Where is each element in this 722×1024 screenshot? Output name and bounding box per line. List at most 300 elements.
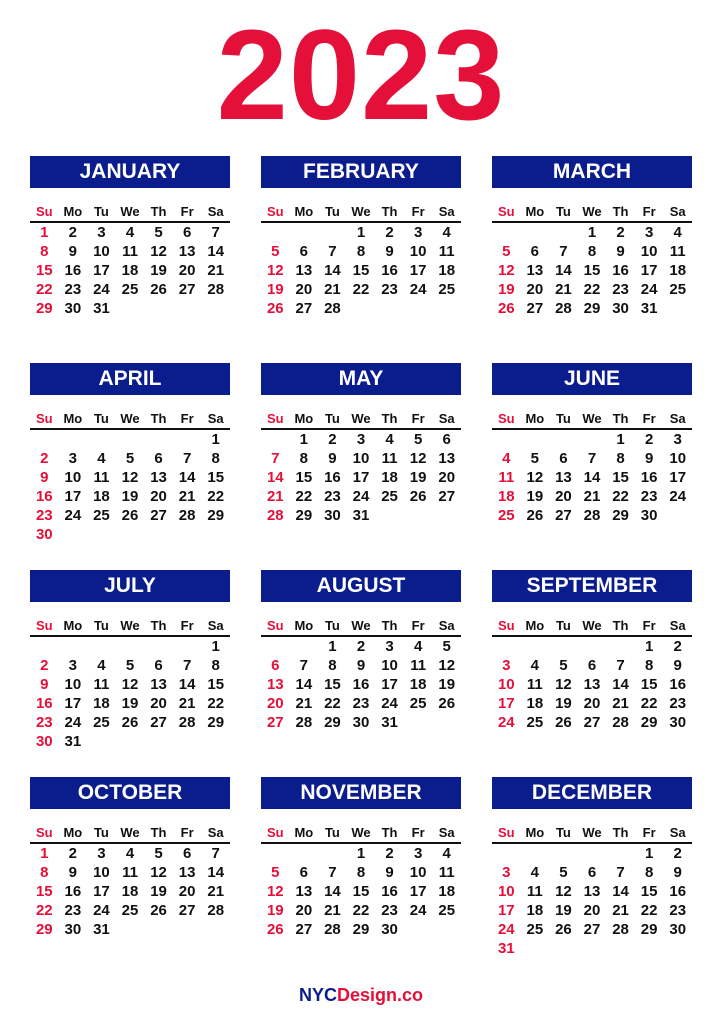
empty-day-cell — [606, 844, 635, 863]
day-cell: 8 — [211, 450, 220, 467]
day-cell: 5 — [125, 657, 135, 674]
empty-day-cell — [290, 637, 319, 656]
day-cell: 19 — [497, 281, 515, 298]
weekday-label: Fr — [411, 825, 425, 840]
empty-day-cell — [87, 430, 116, 449]
month-april — [30, 363, 230, 544]
day-cell: 16 — [381, 883, 398, 900]
weekday-label: Sa — [207, 204, 224, 219]
day-cell: 5 — [413, 431, 423, 448]
day-cell: 25 — [497, 507, 515, 524]
day-cell: 6 — [587, 657, 597, 674]
weekday-label: Th — [381, 825, 398, 840]
day-cell: 21 — [266, 488, 284, 505]
day-cell: 9 — [644, 450, 654, 467]
weekday-label: Mo — [294, 618, 314, 633]
weekday-label: Tu — [93, 825, 109, 840]
empty-day-cell — [492, 223, 521, 242]
days-grid — [261, 637, 461, 732]
day-cell: 17 — [381, 676, 398, 693]
weekday-label: Tu — [324, 411, 340, 426]
day-cell: 1 — [587, 224, 597, 241]
day-cell: 22 — [583, 281, 601, 298]
day-cell: 27 — [555, 507, 572, 524]
day-cell: 23 — [381, 902, 398, 919]
weekday-label: Fr — [411, 618, 425, 633]
day-cell: 21 — [612, 695, 629, 712]
day-cell: 2 — [644, 431, 654, 448]
day-cell: 3 — [68, 450, 78, 467]
day-cell: 8 — [644, 864, 654, 881]
day-cell: 25 — [438, 902, 456, 919]
day-cell: 4 — [125, 845, 135, 862]
days-grid — [30, 637, 230, 751]
weekday-label: Fr — [642, 618, 656, 633]
day-cell: 27 — [583, 921, 601, 938]
weekday-header-row — [261, 616, 461, 637]
day-cell: 29 — [612, 507, 629, 524]
weekday-label: Th — [150, 411, 167, 426]
day-cell: 19 — [266, 902, 284, 919]
day-cell: 11 — [438, 243, 455, 260]
day-cell: 3 — [502, 657, 511, 674]
day-cell: 22 — [612, 488, 629, 505]
empty-day-cell — [173, 637, 202, 656]
day-cell: 2 — [385, 224, 394, 241]
day-cell: 9 — [356, 657, 366, 674]
month-september — [492, 570, 692, 732]
day-cell: 27 — [526, 300, 544, 317]
day-cell: 9 — [328, 450, 337, 467]
day-cell: 24 — [93, 902, 110, 919]
weekday-label: Th — [150, 204, 167, 219]
day-cell: 8 — [211, 657, 220, 674]
weekday-label: We — [582, 411, 602, 426]
day-cell: 10 — [409, 864, 427, 881]
day-cell: 28 — [324, 300, 341, 317]
day-cell: 21 — [207, 262, 225, 279]
day-cell: 2 — [356, 638, 366, 655]
day-cell: 23 — [381, 281, 398, 298]
weekday-header-row — [492, 202, 692, 223]
day-cell: 6 — [182, 224, 192, 241]
day-cell: 15 — [207, 676, 225, 693]
empty-day-cell — [261, 637, 290, 656]
day-cell: 10 — [497, 883, 515, 900]
day-cell: 7 — [616, 864, 625, 881]
day-cell: 8 — [299, 450, 309, 467]
day-cell: 23 — [64, 281, 82, 298]
day-cell: 10 — [93, 243, 110, 260]
day-cell: 9 — [385, 243, 394, 260]
day-cell: 24 — [640, 281, 658, 298]
day-cell: 12 — [555, 676, 572, 693]
day-cell: 27 — [178, 281, 196, 298]
weekday-label: Sa — [669, 411, 686, 426]
day-cell: 2 — [68, 224, 78, 241]
day-cell: 30 — [324, 507, 341, 524]
day-cell: 14 — [583, 469, 601, 486]
empty-day-cell — [144, 637, 173, 656]
day-cell: 10 — [669, 450, 687, 467]
day-cell: 2 — [40, 450, 49, 467]
day-cell: 14 — [555, 262, 572, 279]
days-grid — [492, 844, 692, 958]
day-cell: 4 — [125, 224, 135, 241]
day-cell: 18 — [93, 695, 110, 712]
day-cell: 4 — [442, 845, 451, 862]
weekday-label: Mo — [294, 411, 314, 426]
weekday-label: Th — [612, 411, 629, 426]
weekday-label: Th — [612, 825, 629, 840]
day-cell: 25 — [409, 695, 427, 712]
day-cell: 7 — [328, 243, 337, 260]
day-cell: 30 — [35, 526, 53, 543]
day-cell: 3 — [673, 431, 682, 448]
weekday-label: Fr — [180, 411, 194, 426]
day-cell: 25 — [93, 507, 110, 524]
day-cell: 3 — [68, 657, 78, 674]
month-header: OCTOBER — [30, 777, 230, 809]
day-cell: 22 — [352, 281, 370, 298]
day-cell: 4 — [530, 657, 540, 674]
day-cell: 17 — [409, 883, 427, 900]
day-cell: 28 — [612, 714, 629, 731]
month-october — [30, 777, 230, 939]
day-cell: 7 — [587, 450, 597, 467]
weekday-label: Fr — [411, 411, 425, 426]
day-cell: 26 — [555, 921, 572, 938]
day-cell: 28 — [178, 507, 196, 524]
day-cell: 8 — [356, 864, 366, 881]
day-cell: 29 — [207, 714, 225, 731]
day-cell: 15 — [352, 883, 370, 900]
day-cell: 25 — [438, 281, 456, 298]
weekday-label: Th — [381, 618, 398, 633]
month-header: FEBRUARY — [261, 156, 461, 188]
day-cell: 22 — [324, 695, 341, 712]
day-cell: 14 — [324, 883, 341, 900]
day-cell: 3 — [356, 431, 366, 448]
month-header: APRIL — [30, 363, 230, 395]
weekday-label: Mo — [63, 411, 83, 426]
day-cell: 28 — [207, 902, 225, 919]
day-cell: 19 — [150, 883, 167, 900]
day-cell: 4 — [530, 864, 540, 881]
weekday-label: Su — [497, 411, 515, 426]
day-cell: 15 — [35, 883, 53, 900]
day-cell: 3 — [385, 638, 394, 655]
weekday-label: We — [351, 825, 371, 840]
day-cell: 29 — [583, 300, 601, 317]
day-cell: 13 — [526, 262, 544, 279]
day-cell: 15 — [640, 883, 658, 900]
day-cell: 6 — [530, 243, 540, 260]
weekday-label: Fr — [642, 411, 656, 426]
day-cell: 19 — [150, 262, 167, 279]
brand-part-nyc: NYC — [298, 985, 337, 1005]
month-header: NOVEMBER — [261, 777, 461, 809]
day-cell: 26 — [526, 507, 544, 524]
day-cell: 15 — [583, 262, 601, 279]
day-cell: 23 — [352, 695, 370, 712]
day-cell: 27 — [438, 488, 456, 505]
day-cell: 17 — [409, 262, 427, 279]
day-cell: 7 — [616, 657, 625, 674]
day-cell: 8 — [587, 243, 597, 260]
day-cell: 19 — [121, 695, 139, 712]
day-cell: 1 — [40, 224, 49, 241]
empty-day-cell — [521, 844, 550, 863]
day-cell: 9 — [40, 676, 49, 693]
day-cell: 3 — [413, 224, 423, 241]
empty-day-cell — [173, 430, 202, 449]
empty-day-cell — [549, 637, 578, 656]
weekday-label: Mo — [294, 204, 314, 219]
day-cell: 25 — [93, 714, 110, 731]
day-cell: 29 — [352, 921, 370, 938]
day-cell: 5 — [502, 243, 511, 260]
day-cell: 26 — [150, 281, 167, 298]
day-cell: 19 — [555, 695, 572, 712]
day-cell: 17 — [497, 695, 515, 712]
day-cell: 17 — [93, 883, 110, 900]
day-cell: 16 — [381, 262, 398, 279]
day-cell: 21 — [324, 281, 341, 298]
weekday-header-row — [30, 823, 230, 844]
day-cell: 20 — [555, 488, 572, 505]
day-cell: 30 — [669, 921, 687, 938]
month-header: MAY — [261, 363, 461, 395]
weekday-header-row — [30, 409, 230, 430]
day-cell: 14 — [178, 676, 196, 693]
weekday-label: Mo — [63, 204, 83, 219]
day-cell: 12 — [497, 262, 515, 279]
empty-day-cell — [318, 223, 347, 242]
day-cell: 21 — [324, 902, 341, 919]
day-cell: 8 — [40, 864, 49, 881]
day-cell: 9 — [68, 864, 78, 881]
day-cell: 12 — [555, 883, 572, 900]
day-cell: 8 — [616, 450, 625, 467]
day-cell: 30 — [64, 921, 82, 938]
day-cell: 1 — [211, 431, 220, 448]
day-cell: 22 — [207, 488, 225, 505]
day-cell: 4 — [97, 450, 106, 467]
weekday-label: Sa — [207, 411, 224, 426]
empty-day-cell — [59, 430, 88, 449]
day-cell: 5 — [125, 450, 135, 467]
day-cell: 26 — [121, 507, 139, 524]
day-cell: 17 — [640, 262, 658, 279]
weekday-label: Sa — [669, 825, 686, 840]
day-cell: 24 — [497, 921, 515, 938]
weekday-label: We — [351, 411, 371, 426]
weekday-label: We — [582, 825, 602, 840]
month-header: JANUARY — [30, 156, 230, 188]
day-cell: 26 — [266, 300, 284, 317]
day-cell: 7 — [328, 864, 337, 881]
day-cell: 28 — [266, 507, 284, 524]
day-cell: 17 — [64, 695, 82, 712]
day-cell: 15 — [35, 262, 53, 279]
day-cell: 29 — [640, 921, 658, 938]
day-cell: 13 — [295, 262, 313, 279]
days-grid — [261, 223, 461, 318]
weekday-label: Su — [497, 825, 515, 840]
day-cell: 24 — [64, 507, 82, 524]
day-cell: 31 — [497, 940, 515, 957]
day-cell: 24 — [409, 902, 427, 919]
day-cell: 14 — [178, 469, 196, 486]
day-cell: 1 — [644, 638, 654, 655]
day-cell: 29 — [35, 300, 53, 317]
empty-day-cell — [492, 844, 521, 863]
weekday-label: Fr — [180, 825, 194, 840]
weekday-label: Sa — [207, 618, 224, 633]
day-cell: 28 — [324, 921, 341, 938]
day-cell: 10 — [640, 243, 658, 260]
weekday-label: Su — [266, 204, 284, 219]
day-cell: 6 — [559, 450, 568, 467]
day-cell: 30 — [381, 921, 398, 938]
weekday-label: Th — [612, 204, 629, 219]
day-cell: 27 — [266, 714, 284, 731]
weekday-label: We — [120, 411, 140, 426]
day-cell: 23 — [35, 507, 53, 524]
day-cell: 1 — [299, 431, 309, 448]
day-cell: 26 — [438, 695, 456, 712]
day-cell: 22 — [352, 902, 370, 919]
day-cell: 29 — [35, 921, 53, 938]
day-cell: 7 — [271, 450, 280, 467]
day-cell: 14 — [266, 469, 284, 486]
day-cell: 30 — [352, 714, 370, 731]
day-cell: 7 — [211, 845, 220, 862]
day-cell: 21 — [178, 488, 196, 505]
day-cell: 6 — [299, 243, 309, 260]
month-march — [492, 156, 692, 318]
day-cell: 3 — [97, 224, 106, 241]
day-cell: 23 — [640, 488, 658, 505]
weekday-label: Tu — [555, 204, 571, 219]
weekday-label: Sa — [669, 204, 686, 219]
day-cell: 25 — [381, 488, 398, 505]
day-cell: 30 — [669, 714, 687, 731]
day-cell: 25 — [669, 281, 687, 298]
empty-day-cell — [144, 430, 173, 449]
weekday-header-row — [30, 616, 230, 637]
weekday-label: Fr — [642, 204, 656, 219]
day-cell: 19 — [266, 281, 284, 298]
day-cell: 11 — [526, 676, 543, 693]
day-cell: 1 — [616, 431, 625, 448]
day-cell: 26 — [266, 921, 284, 938]
weekday-label: Su — [266, 618, 284, 633]
day-cell: 12 — [121, 676, 139, 693]
day-cell: 23 — [35, 714, 53, 731]
day-cell: 18 — [438, 262, 456, 279]
weekday-header-row — [30, 202, 230, 223]
day-cell: 13 — [178, 243, 196, 260]
weekday-label: Mo — [525, 411, 545, 426]
day-cell: 10 — [93, 864, 110, 881]
day-cell: 5 — [530, 450, 540, 467]
day-cell: 12 — [266, 883, 284, 900]
day-cell: 2 — [673, 638, 682, 655]
day-cell: 22 — [207, 695, 225, 712]
days-grid — [492, 637, 692, 732]
weekday-label: Fr — [411, 204, 425, 219]
day-cell: 13 — [583, 676, 601, 693]
day-cell: 12 — [266, 262, 284, 279]
weekday-label: Tu — [93, 411, 109, 426]
day-cell: 24 — [409, 281, 427, 298]
day-cell: 6 — [587, 864, 597, 881]
day-cell: 5 — [271, 243, 280, 260]
day-cell: 5 — [559, 657, 568, 674]
day-cell: 2 — [68, 845, 78, 862]
day-cell: 20 — [266, 695, 284, 712]
day-cell: 27 — [150, 714, 167, 731]
day-cell: 2 — [385, 845, 394, 862]
day-cell: 31 — [64, 733, 82, 750]
day-cell: 20 — [526, 281, 544, 298]
day-cell: 26 — [121, 714, 139, 731]
day-cell: 11 — [93, 469, 110, 486]
day-cell: 5 — [154, 224, 163, 241]
day-cell: 16 — [35, 695, 53, 712]
day-cell: 1 — [211, 638, 220, 655]
day-cell: 16 — [640, 469, 658, 486]
day-cell: 24 — [93, 281, 110, 298]
day-cell: 18 — [526, 902, 544, 919]
day-cell: 10 — [352, 450, 370, 467]
day-cell: 9 — [40, 469, 49, 486]
day-cell: 10 — [409, 243, 427, 260]
day-cell: 31 — [93, 921, 110, 938]
weekday-header-row — [492, 616, 692, 637]
day-cell: 2 — [673, 845, 682, 862]
day-cell: 13 — [266, 676, 284, 693]
month-july — [30, 570, 230, 751]
day-cell: 12 — [150, 243, 167, 260]
day-cell: 12 — [121, 469, 139, 486]
day-cell: 14 — [207, 243, 225, 260]
month-header: SEPTEMBER — [492, 570, 692, 602]
day-cell: 11 — [93, 676, 110, 693]
day-cell: 17 — [352, 469, 370, 486]
weekday-label: Tu — [555, 411, 571, 426]
day-cell: 20 — [583, 902, 601, 919]
empty-day-cell — [261, 223, 290, 242]
day-cell: 15 — [207, 469, 225, 486]
day-cell: 23 — [669, 902, 687, 919]
day-cell: 18 — [121, 883, 139, 900]
day-cell: 5 — [559, 864, 568, 881]
day-cell: 8 — [328, 657, 337, 674]
weekday-label: We — [351, 618, 371, 633]
day-cell: 19 — [526, 488, 544, 505]
brand-part-design: Design.co — [336, 985, 424, 1005]
weekday-label: Tu — [555, 618, 571, 633]
day-cell: 6 — [299, 864, 309, 881]
empty-day-cell — [318, 844, 347, 863]
day-cell: 25 — [121, 902, 139, 919]
day-cell: 11 — [381, 450, 398, 467]
day-cell: 11 — [438, 864, 455, 881]
days-grid — [30, 844, 230, 939]
